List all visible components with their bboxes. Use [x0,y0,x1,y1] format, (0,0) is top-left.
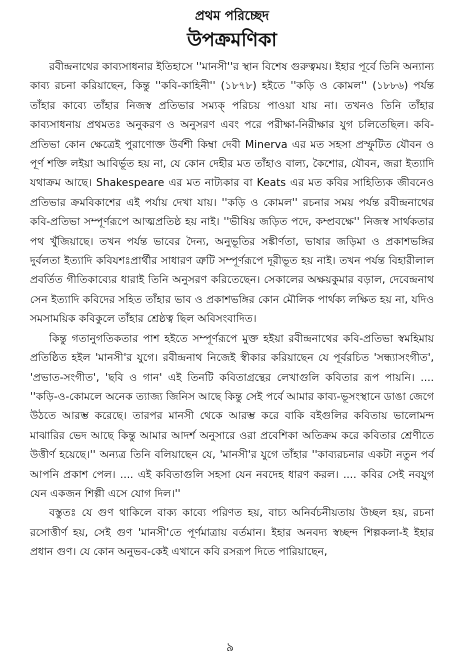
page-number: ৯ [226,640,234,654]
chapter-title: উপক্রমণিকা [187,29,277,51]
paragraph-3: বস্তুতঃ যে গুণ থাকিলে বাক্য কাব্যে পরিণত হয়, বাচ্য অনির্বচনীয়তায় উচ্ছল হয়, রচনা রসোত্তীর্ণ হয়, সেই গুণ 'মানসী'তে পূর্ণমাত্রায় বর্তমান। ইহার অনবদ্য স্বচ্ছন্দ শিল্পকলা-ই ইহার প্রধান গুণ। যে কোন অনুভব-কেই এখানে কবি রসরূপ দিতে পারিয়াছেন, [30,507,434,559]
chapter-label: প্রথম পরিচ্ছেদ [195,9,269,24]
paragraph-1: রবীন্দ্রনাথের কাব্যসাধনার ইতিহাসে ''মানসী''র স্থান বিশেষ গুরুত্বময়। ইহার পূর্বে তিনি অন্যান্য কাব্য রচনা করিয়াছেন, কিন্তু ''কবি-কাহিনী'' (১৮৭৮) হইতে ''কড়ি ও কোমল'' (১৮৮৬) পর্যন্ত তাঁহার কাব্যে তাঁহার নিজস্ব প্রতিভার সম্যক্ পরিচয় পাওয়া যায় না। তখনও তিনি তাঁহার কাব্যসাধনায় প্রথমতঃ অনুকরণ ও অনুসরণ এবং পরে পরীক্ষা-নিরীক্ষার যুগ চলিতেছিল। কবি-প্রতিভা কোন ক্ষেত্রেই পুরাণোক্ত উর্বশী কিম্বা দেবী Minerva এর মত সহসা প্রস্ফুটিত যৌবন ও পূর্ণ শক্তি লইয়া আবির্ভূত হয় না, যে কোন দেহীর মত তাঁহাও বাল্য, কৈশোর, যৌবন, জরা ইত্যাদি যথাক্রম আছে। Shakespeare এর মত নাট্যকার বা Keats এর মত কবির সাহিত্যিক জীবনেও প্রতিভার ক্রমবিকাশের এই পর্যায় দেখা যায়। ''কড়ি ও কোমল'' রচনার সময় পর্যন্ত রবীন্দ্রনাথের কবি-প্রতিভা সম্পূর্ণরূপে আত্মপ্রতিষ্ঠ হয় নাই। ''ভীষিয় জড়িত পদে, কম্প্রবক্ষে'' নিজস্ব সার্থকতার পথ খুঁজিয়াছে। তখন পর্যন্ত ভাবের দৈন্য, অনুভূতির সঙ্কীর্ণতা, ভাষার জড়িমা ও প্রকাশভঙ্গির দুর্বলতা ইত্যাদি কবিযশঃপ্রার্থীর সাধারণ ত্রুটি সম্পূর্ণরূপে দূরীভূত হয় নাই। তখন পর্যন্ত বিহারীলাল প্রবর্তিত গীতিকাব্যের ধারাই তিনি অনুসরণ করিতেছেন। সেকালের অক্ষয়কুমার বড়াল, দেবেন্দ্রনাথ সেন ইত্যাদি কবিদের সহিত তাঁহার ভাব ও প্রকাশভঙ্গির কোন মৌলিক পার্থক্য লক্ষিত হয় না, যদিও সমসাময়িক কবিকুলে তাঁহার শ্রেষ্ঠত্ব ছিল অবিসংবাদিত। [30,61,434,326]
body-text [30,58,434,563]
paragraph-2: কিন্তু গতানুগতিকতার পাশ হইতে সম্পূর্ণরূপে মুক্ত হইয়া রবীন্দ্রনাথের কবি-প্রতিভা স্বমহিমায় প্রতিষ্ঠিত হইল 'মানসী'র যুগে। রবীন্দ্রনাথ নিজেই স্বীকার করিয়াছেন যে পূর্বরচিত 'সন্ধ্যাসংগীত', 'প্রভাত-সংগীত', 'ছবি ও গান' এই তিনটি কবিতাগ্রন্থের লেখাগুলি কবিতার রূপ পায়নি। .... ''কড়ি-ও-কোমলে অনেক ত্যাজ্য জিনিস আছে কিন্তু সেই পর্বে আমার কাব্য-ভূসংস্থানে ডাঙা জেগে উঠতে আরম্ভ করেছে। তারপর মানসী থেকে আরম্ভ করে বাকি বইগুলির কবিতায় ভালোমন্দ মাঝারির ভেদ আছে কিন্তু আমার আদর্শ অনুসারে ওরা প্রবেশিকা অতিক্রম করে কবিতার শ্রেণীতে উত্তীর্ণ হয়েছে।'' অন্যত্র তিনি বলিয়াছেন যে, 'মানসী'র যুগে তাঁহার ''কাব্যরচনার একটা নতুন পর্ব আপনি প্রকাশ পেল। .... এই কবিতাগুলি সহসা যেন নবদেহ ধারণ করল। .... কবির সেই নবযুগ যেন একজন শিল্পী এসে যোগ দিল।'' [30,332,434,500]
